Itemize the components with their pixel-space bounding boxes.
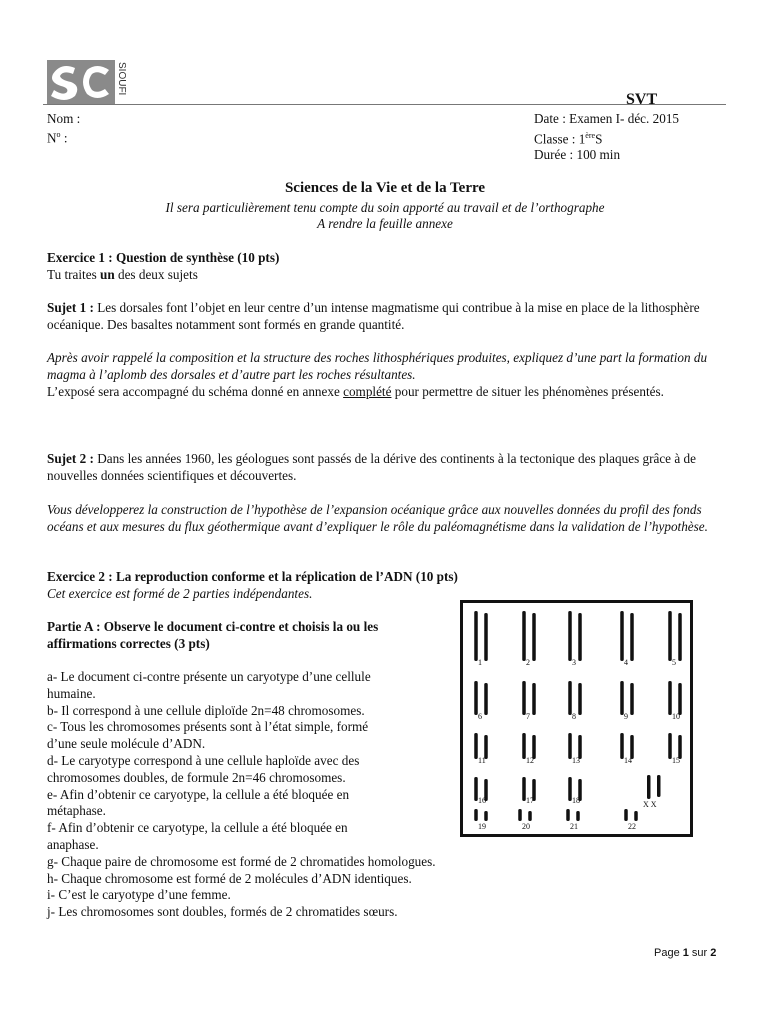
chromosome (576, 811, 580, 821)
sujet1-question: Après avoir rappelé la composition et la structure des roches lithosphériques produites, expliquez d’une part la formation du magma à l’aplomb des dorsales et d’autre part les roches résultantes. (47, 350, 708, 382)
chromosome (624, 809, 628, 821)
chromosome-pair-label: 3 (572, 658, 576, 667)
chromosome-pair-label: 18 (572, 796, 580, 805)
partA-items (47, 669, 436, 921)
chromosome-pair-label: 2 (526, 658, 530, 667)
chromosome (532, 613, 536, 661)
chromosome (532, 683, 536, 715)
chromosome (578, 613, 582, 661)
note-b: complété (343, 384, 392, 399)
numero-sup: o (56, 130, 61, 139)
chromosome-pair-label: 10 (672, 712, 680, 721)
sujet2-body: Dans les années 1960, les géologues sont passés de la dérive des continents à la tectonique des plaques grâce à de nouvelles données scientifiques et découvertes. (47, 451, 696, 483)
chromosome-pair-label: 21 (570, 822, 578, 831)
chromosome (634, 811, 638, 821)
chromosome-pair-label: 13 (572, 756, 580, 765)
page-current: 1 (682, 947, 689, 959)
item-line: anaphase. (47, 836, 99, 852)
sujet1-text (47, 300, 727, 333)
item-line: f- Afin d’obtenir ce caryotype, la cellule a été bloquée en (47, 820, 348, 836)
chromosome (474, 611, 478, 661)
chromosome (578, 683, 582, 715)
partA-line2: affirmations correctes (3 pts) (47, 635, 210, 651)
chromosome (522, 611, 526, 661)
chromosome-pair-label: 11 (478, 756, 486, 765)
item-line: métaphase. (47, 803, 106, 819)
chromosome-pair-label: 6 (478, 712, 482, 721)
item-line: e- Afin d’obtenir ce caryotype, la cellule a été bloquée en (47, 786, 350, 802)
class-suffix: S (595, 130, 603, 146)
exam-class (534, 128, 679, 148)
partA-heading (47, 619, 447, 652)
chromosome (518, 809, 522, 821)
chromosome (528, 811, 532, 821)
item-line: d’une seule molécule d’ADN. (47, 736, 206, 752)
header-left (47, 111, 80, 146)
item-line: chromosomes doubles, de formule 2n=46 chromosomes. (47, 769, 346, 785)
item-line: g- Chaque paire de chromosome est formé de 2 chromatides homologues. (47, 853, 436, 869)
sujet2-label: Sujet 2 : (47, 451, 94, 466)
sujet1-body: Les dorsales font l’objet en leur centre d’un intense magmatisme qui contribue à la mise en place de la lithosphère océanique. Des basaltes notamment sont formés en grande quantité. (47, 300, 700, 332)
chromosome (484, 811, 488, 821)
chromosome-pair-label: 9 (624, 712, 628, 721)
page-total: 2 (710, 947, 717, 959)
header-rule (43, 104, 726, 105)
chromosome-pair-label: 12 (526, 756, 534, 765)
subject-label: SVT (626, 91, 658, 108)
numero-suffix: : (60, 130, 68, 146)
note-a: L’exposé sera accompagné du schéma donné en annexe (47, 384, 344, 399)
item-line: b- Il correspond à une cellule diploïde 2n=48 chromosomes. (47, 702, 365, 718)
chromosome-pair-label: 16 (478, 796, 486, 805)
chromosome (474, 809, 478, 821)
item-line: c- Tous les chromosomes présents sont à l’état simple, formé (47, 719, 369, 735)
exercise1-block (47, 250, 727, 283)
chromosome (484, 613, 488, 661)
school-logo (47, 60, 129, 104)
instr-c: des deux sujets (114, 266, 198, 282)
chromosome-pair-label: 4 (624, 658, 628, 667)
exercise1-heading: Exercice 1 : Question de synthèse (10 pts) (47, 250, 280, 265)
chromosome (678, 683, 682, 715)
sujet1-label: Sujet 1 : (47, 300, 94, 315)
chromosome-pair-label: 19 (478, 822, 486, 831)
chromosome (630, 613, 634, 661)
chromosome-pair-label: 14 (624, 756, 632, 765)
exercise2-intro: Cet exercice est formé de 2 parties indépendantes. (47, 585, 313, 601)
exam-duration: Durée : 100 min (534, 147, 621, 163)
note-c: pour permettre de situer les phénomènes présentés. (391, 384, 664, 399)
chromosome-pair-label: 5 (672, 658, 676, 667)
chromosome (630, 683, 634, 715)
item-line: humaine. (47, 685, 96, 701)
chromosome (678, 613, 682, 661)
instr-a: Tu traites (47, 266, 101, 282)
instr-b: un (100, 266, 115, 282)
chromosome-pair-label: 8 (572, 712, 576, 721)
chromosome (566, 809, 570, 821)
chromosome-pair-label: 22 (628, 822, 636, 831)
subtitle-annex: A rendre la feuille annexe (317, 216, 453, 231)
sex-chromosome-label: X X (643, 800, 657, 809)
numero-field (47, 127, 80, 146)
karyotype-svg (463, 603, 690, 834)
sujet1-note (47, 384, 727, 401)
nom-field: Nom : (47, 111, 81, 126)
item-line: d- Le caryotype correspond à une cellule haploïde avec des (47, 752, 360, 768)
chromosome (522, 681, 526, 715)
header-right (534, 111, 679, 164)
chromosome (484, 683, 488, 715)
sex-chromosome (647, 775, 651, 799)
karyotype-figure (460, 600, 693, 837)
page-title: Sciences de la Vie et de la Terre (284, 180, 486, 196)
chromosome-pair-label: 15 (672, 756, 680, 765)
chromosome (620, 611, 624, 661)
exercise2-block (47, 569, 727, 602)
chromosome (568, 611, 572, 661)
page-sur: sur (688, 947, 711, 959)
chromosome-pair-label: 20 (522, 822, 530, 831)
chromosome (620, 681, 624, 715)
page-number (654, 947, 716, 959)
subtitle-care: Il sera particulièrement tenu compte du soin apporté au travail et de l’orthographe (165, 200, 605, 215)
logo-text: SIOUFI (116, 62, 127, 96)
chromosome-pair-label: 17 (526, 796, 534, 805)
chromosome-pair-label: 1 (478, 658, 482, 667)
chromosome (568, 681, 572, 715)
sex-chromosome (657, 775, 661, 797)
item-line: h- Chaque chromosome est formé de 2 molécules d’ADN identiques. (47, 870, 412, 886)
chromosome (474, 681, 478, 715)
partA-line1: Partie A : Observe le document ci-contre et choisis la ou les (47, 619, 379, 634)
item-line: j- Les chromosomes sont doubles, formés de 2 chromatides sœurs. (47, 904, 398, 920)
exercise2-heading: Exercice 2 : La reproduction conforme et la réplication de l’ADN (10 pts) (47, 569, 458, 584)
class-sup: ère (585, 130, 596, 140)
page-word: Page (654, 947, 683, 959)
chromosome (668, 681, 672, 715)
class-prefix: Classe : 1 (534, 130, 586, 146)
item-line: a- Le document ci-contre présente un caryotype d’une cellule (47, 669, 371, 684)
exam-date: Date : Examen I- déc. 2015 (534, 111, 680, 126)
sujet2-question: Vous développerez la construction de l’hypothèse de l’expansion océanique grâce aux nouvelles données du profil des fonds océans et aux mesures du flux géothermique avant d’expliquer le rôle du paléomagnétisme dans la validation de l’hypothèse. (47, 502, 708, 534)
chromosome (668, 611, 672, 661)
item-line: i- C’est le caryotype d’une femme. (47, 887, 231, 903)
sujet2-text (47, 451, 727, 484)
exercise1-instruction (47, 267, 727, 284)
numero-label: N (47, 130, 57, 146)
chromosome-pair-label: 7 (526, 712, 530, 721)
